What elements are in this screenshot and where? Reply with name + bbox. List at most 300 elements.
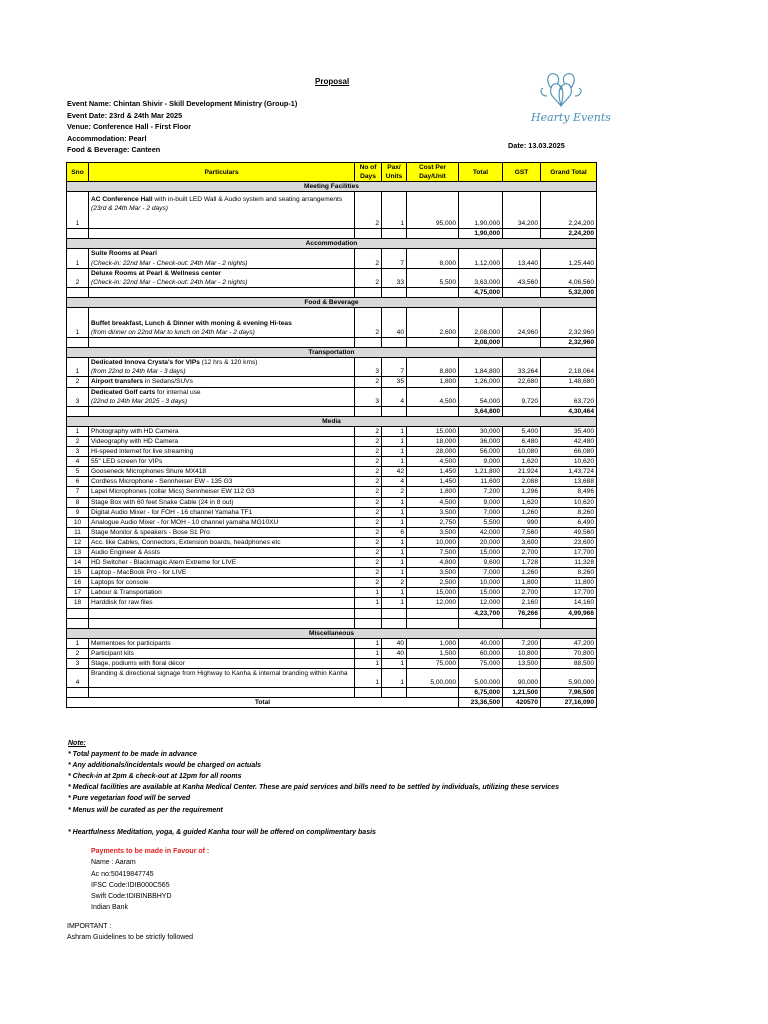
note-item: * Menus will be curated as per the requirement xyxy=(68,806,223,814)
notes xyxy=(68,738,559,838)
pax: 1 xyxy=(382,497,407,507)
total: 9,600 xyxy=(459,558,503,568)
particulars: Labour & Transportation xyxy=(89,588,355,598)
total: 7,200 xyxy=(459,487,503,497)
days: 3 xyxy=(355,387,382,406)
logo-text: Hearty Events xyxy=(531,111,611,124)
section-title: Miscellaneous xyxy=(67,628,597,638)
section-header xyxy=(67,348,597,358)
gst: 2,700 xyxy=(503,548,541,558)
col-particulars: Particulars xyxy=(89,163,355,182)
gst: 22,680 xyxy=(503,377,541,387)
cost: 2,500 xyxy=(407,578,459,588)
gst: 33,264 xyxy=(503,358,541,377)
total: 9,000 xyxy=(459,457,503,467)
gst: 24,960 xyxy=(503,308,541,338)
subtotal-row xyxy=(67,608,597,618)
pax: 1 xyxy=(382,588,407,598)
grand-total: 35,400 xyxy=(541,426,597,436)
days: 2 xyxy=(355,192,382,229)
days: 2 xyxy=(355,487,382,497)
total-label: Total xyxy=(67,698,459,708)
sno: 2 xyxy=(67,648,89,658)
total: 20,000 xyxy=(459,537,503,547)
page-title: Proposal xyxy=(315,77,350,86)
pax: 2 xyxy=(382,578,407,588)
grand-total: 14,160 xyxy=(541,598,597,608)
grand-total: 23,600 xyxy=(541,537,597,547)
gst: 6,480 xyxy=(503,436,541,446)
pax: 33 xyxy=(382,268,407,287)
note-item: * Heartfulness Meditation, yoga, & guided Kanha tour will be offered on complimentary basis xyxy=(68,828,376,836)
pax: 1 xyxy=(382,447,407,457)
particulars: Branding & directional signage from Highway to Kanha & internal branding within Kanha xyxy=(89,669,355,688)
subtotal: 2,08,000 xyxy=(459,338,503,348)
sno: 12 xyxy=(67,537,89,547)
pax: 1 xyxy=(382,568,407,578)
grand-total: 63,720 xyxy=(541,387,597,406)
days: 2 xyxy=(355,426,382,436)
pax: 35 xyxy=(382,377,407,387)
sno: 14 xyxy=(67,558,89,568)
particulars: Harddisk for raw files xyxy=(89,598,355,608)
table-row xyxy=(67,598,597,608)
grand-total: 66,080 xyxy=(541,447,597,457)
pax: 4 xyxy=(382,387,407,406)
table-row xyxy=(67,249,597,268)
total: 3,63,000 xyxy=(459,268,503,287)
total: 15,000 xyxy=(459,548,503,558)
sno: 3 xyxy=(67,659,89,669)
gst: 1,800 xyxy=(503,578,541,588)
gst: 1,620 xyxy=(503,457,541,467)
account-number: Ac no:50419847745 xyxy=(91,870,154,878)
subtotal-row xyxy=(67,406,597,416)
pax: 4 xyxy=(382,477,407,487)
sno: 5 xyxy=(67,467,89,477)
days: 1 xyxy=(355,669,382,688)
cost: 1,800 xyxy=(407,377,459,387)
total-grand: 27,16,090 xyxy=(541,698,597,708)
days: 2 xyxy=(355,308,382,338)
sno: 10 xyxy=(67,517,89,527)
cost: 1,450 xyxy=(407,467,459,477)
gst: 7,200 xyxy=(503,638,541,648)
sno: 1 xyxy=(67,638,89,648)
gst: 3,600 xyxy=(503,537,541,547)
total: 60,000 xyxy=(459,648,503,658)
particulars: Airport transfers in Sedans/SUVs xyxy=(89,377,355,387)
particulars: Videography with HD Camera xyxy=(89,436,355,446)
pax: 42 xyxy=(382,467,407,477)
grand-total: 8,496 xyxy=(541,487,597,497)
grand-total: 1,48,680 xyxy=(541,377,597,387)
particulars: Suite Rooms at Pearl (Check-in: 22nd Mar - Check-out: 24th Mar - 2 nights) xyxy=(89,249,355,268)
table-row xyxy=(67,548,597,558)
grand-total: 17,700 xyxy=(541,548,597,558)
table-row xyxy=(67,578,597,588)
pax: 40 xyxy=(382,648,407,658)
total: 1,12,000 xyxy=(459,249,503,268)
table-row xyxy=(67,387,597,406)
grand-total: 1,43,724 xyxy=(541,467,597,477)
gst: 34,200 xyxy=(503,192,541,229)
total: 56,000 xyxy=(459,447,503,457)
important-label: IMPORTANT : xyxy=(67,923,112,930)
cost: 18,000 xyxy=(407,436,459,446)
sno: 4 xyxy=(67,457,89,467)
table-row xyxy=(67,537,597,547)
venue: Venue: Conference Hall - First Floor xyxy=(67,122,192,132)
days: 1 xyxy=(355,598,382,608)
subtotal-gst: 1,21,500 xyxy=(503,688,541,698)
table-row xyxy=(67,467,597,477)
gst: 1,728 xyxy=(503,558,541,568)
particulars: HD Switcher - Blackmagic Atem Extreme for LIVE xyxy=(89,558,355,568)
total: 7,000 xyxy=(459,568,503,578)
sno: 2 xyxy=(67,436,89,446)
pax: 7 xyxy=(382,358,407,377)
particulars: Acc. like Cables, Connectors, Extension boards, headphones etc xyxy=(89,537,355,547)
note-item: * Total payment to be made in advance xyxy=(68,751,197,759)
particulars: Cordless Microphone - Sennheiser EW - 135 G3 xyxy=(89,477,355,487)
payment-details xyxy=(91,846,209,914)
particulars: Stage, podiums with floral décor xyxy=(89,659,355,669)
pax: 1 xyxy=(382,457,407,467)
table-row xyxy=(67,497,597,507)
subtotal: 1,90,000 xyxy=(459,229,503,239)
particulars: Laptops for console xyxy=(89,578,355,588)
days: 2 xyxy=(355,548,382,558)
cost-table xyxy=(66,162,597,708)
proposal-date: Date: 13.03.2025 xyxy=(508,141,565,150)
gst: 5,400 xyxy=(503,426,541,436)
particulars: Digital Audio Mixer - for FOH - 16 channel Yamaha TF1 xyxy=(89,507,355,517)
particulars: Dedicated Golf carts for internal use (22nd to 24th Mar 2025 - 3 days) xyxy=(89,387,355,406)
sno: 2 xyxy=(67,268,89,287)
pax: 2 xyxy=(382,487,407,497)
grand-total: 17,700 xyxy=(541,588,597,598)
note-item: * Any additionals/incidentals would be charged on actuals xyxy=(68,762,262,770)
particulars: Laptop - MacBook Pro - for LIVE xyxy=(89,568,355,578)
cost: 4,500 xyxy=(407,387,459,406)
total-gst: 420570 xyxy=(503,698,541,708)
gst: 2,700 xyxy=(503,588,541,598)
table-row xyxy=(67,648,597,658)
subtotal-grand: 7,96,500 xyxy=(541,688,597,698)
sno: 1 xyxy=(67,192,89,229)
grand-total-row xyxy=(67,698,597,708)
cost: 2,600 xyxy=(407,308,459,338)
sno: 3 xyxy=(67,387,89,406)
cost: 2,750 xyxy=(407,517,459,527)
cost: 1,500 xyxy=(407,648,459,658)
table-row xyxy=(67,517,597,527)
sno: 6 xyxy=(67,477,89,487)
cost: 3,500 xyxy=(407,527,459,537)
food-beverage: Food & Beverage: Canteen xyxy=(67,145,161,155)
gst: 10,080 xyxy=(503,447,541,457)
total: 1,84,800 xyxy=(459,358,503,377)
subtotal-grand: 2,24,200 xyxy=(541,229,597,239)
days: 2 xyxy=(355,558,382,568)
total: 15,000 xyxy=(459,588,503,598)
cost: 10,000 xyxy=(407,537,459,547)
days: 2 xyxy=(355,447,382,457)
subtotal: 6,75,000 xyxy=(459,688,503,698)
grand-total: 10,620 xyxy=(541,457,597,467)
grand-total: 13,688 xyxy=(541,477,597,487)
gst: 10,800 xyxy=(503,648,541,658)
important-text: Ashram Guidelines to be strictly followed xyxy=(67,934,194,941)
subtotal-grand: 4,99,966 xyxy=(541,608,597,618)
total: 12,000 xyxy=(459,598,503,608)
cost: 3,500 xyxy=(407,568,459,578)
gst: 21,924 xyxy=(503,467,541,477)
total: 11,600 xyxy=(459,477,503,487)
sno: 2 xyxy=(67,377,89,387)
days: 2 xyxy=(355,497,382,507)
grand-total: 8,260 xyxy=(541,507,597,517)
total: 5,500 xyxy=(459,517,503,527)
gst: 1,620 xyxy=(503,497,541,507)
col-total: Total xyxy=(459,163,503,182)
section-header xyxy=(67,628,597,638)
table-row xyxy=(67,447,597,457)
pax: 1 xyxy=(382,548,407,558)
particulars: Deluxe Rooms at Pearl & Wellness center (Check-in: 22nd Mar - Check-out: 24th Mar - 2 nights) xyxy=(89,268,355,287)
grand-total: 5,90,000 xyxy=(541,669,597,688)
sno: 11 xyxy=(67,527,89,537)
sno: 9 xyxy=(67,507,89,517)
col-pax: Pax/ Units xyxy=(382,163,407,182)
total: 2,08,000 xyxy=(459,308,503,338)
grand-total: 88,500 xyxy=(541,659,597,669)
gst: 13,440 xyxy=(503,249,541,268)
cost: 1,800 xyxy=(407,487,459,497)
subtotal: 3,64,800 xyxy=(459,406,503,416)
subtotal-row xyxy=(67,688,597,698)
col-grand-total: Grand Total xyxy=(541,163,597,182)
cost: 3,500 xyxy=(407,507,459,517)
pax: 40 xyxy=(382,308,407,338)
sno: 8 xyxy=(67,497,89,507)
pax: 1 xyxy=(382,598,407,608)
sno: 17 xyxy=(67,588,89,598)
particulars: Audio Engineer & Assts xyxy=(89,548,355,558)
section-header xyxy=(67,297,597,307)
table-row xyxy=(67,568,597,578)
pax: 40 xyxy=(382,638,407,648)
sno: 7 xyxy=(67,487,89,497)
pax: 1 xyxy=(382,507,407,517)
cost: 4,800 xyxy=(407,558,459,568)
section-title: Transportation xyxy=(67,348,597,358)
bank-name: Indian Bank xyxy=(91,904,128,912)
col-gst: GST xyxy=(503,163,541,182)
pax: 1 xyxy=(382,426,407,436)
cost: 4,500 xyxy=(407,497,459,507)
cost: 8,800 xyxy=(407,358,459,377)
total: 54,000 xyxy=(459,387,503,406)
sno: 1 xyxy=(67,308,89,338)
subtotal: 4,75,000 xyxy=(459,287,503,297)
section-header xyxy=(67,182,597,192)
grand-total: 2,32,960 xyxy=(541,308,597,338)
gst: 1,260 xyxy=(503,568,541,578)
grand-total: 11,800 xyxy=(541,578,597,588)
subtotal-row xyxy=(67,287,597,297)
particulars: Buffet breakfast, Lunch & Dinner with moning & evening Hi-teas (from dinner on 22nd Mar to lunch on 24th Mar - 2 days) xyxy=(89,308,355,338)
days: 2 xyxy=(355,568,382,578)
days: 2 xyxy=(355,268,382,287)
table-row xyxy=(67,507,597,517)
cost: 1,450 xyxy=(407,477,459,487)
subtotal-grand: 5,32,000 xyxy=(541,287,597,297)
table-row xyxy=(67,477,597,487)
days: 2 xyxy=(355,527,382,537)
sno: 3 xyxy=(67,447,89,457)
grand-total: 47,200 xyxy=(541,638,597,648)
total: 75,000 xyxy=(459,659,503,669)
gst: 43,560 xyxy=(503,268,541,287)
grand-total: 8,260 xyxy=(541,568,597,578)
table-row xyxy=(67,588,597,598)
table-row xyxy=(67,436,597,446)
particulars: Stage Box with 60 feet Snake Cable (24 in 8 out) xyxy=(89,497,355,507)
grand-total: 42,480 xyxy=(541,436,597,446)
pax: 1 xyxy=(382,558,407,568)
pax: 1 xyxy=(382,537,407,547)
days: 2 xyxy=(355,537,382,547)
gst: 13,500 xyxy=(503,659,541,669)
days: 2 xyxy=(355,477,382,487)
table-header-row xyxy=(67,163,597,182)
subtotal: 4,23,700 xyxy=(459,608,503,618)
table-row xyxy=(67,659,597,669)
sno: 15 xyxy=(67,568,89,578)
cost: 95,000 xyxy=(407,192,459,229)
subtotal-gst: 76,266 xyxy=(503,608,541,618)
table-row xyxy=(67,358,597,377)
particulars: Stage Monitor & speakers - Bose S1 Pro xyxy=(89,527,355,537)
pax: 6 xyxy=(382,527,407,537)
total: 5,00,000 xyxy=(459,669,503,688)
gst: 1,296 xyxy=(503,487,541,497)
table-row xyxy=(67,268,597,287)
payment-heading: Payments to be made in Favour of : xyxy=(91,848,210,855)
pax: 7 xyxy=(382,249,407,268)
pax: 1 xyxy=(382,659,407,669)
event-name: Event Name: Chintan Shivir - Skill Development Ministry (Group-1) xyxy=(67,99,298,108)
table-row xyxy=(67,487,597,497)
subtotal-grand: 4,30,464 xyxy=(541,406,597,416)
cost: 15,000 xyxy=(407,426,459,436)
particulars: Participant kits xyxy=(89,648,355,658)
important-note xyxy=(67,921,193,943)
ifsc-code: IFSC Code:IDIB000C565 xyxy=(91,881,170,889)
col-sno: Sno xyxy=(67,163,89,182)
particulars: Dedicated Innova Crysta's for VIPs (12 hrs & 120 kms) (from 22nd to 24th Mar - 3 days) xyxy=(89,358,355,377)
col-cost: Cost Per Day/Unit xyxy=(407,163,459,182)
cost: 75,000 xyxy=(407,659,459,669)
grand-total: 11,328 xyxy=(541,558,597,568)
note-item: * Check-in at 2pm & check-out at 12pm for all rooms xyxy=(68,773,242,781)
cost: 8,000 xyxy=(407,249,459,268)
swift-code: Swift Code:IDIBINBBHYD xyxy=(91,893,172,901)
sno: 1 xyxy=(67,249,89,268)
grand-total: 10,620 xyxy=(541,497,597,507)
pax: 1 xyxy=(382,517,407,527)
sno: 4 xyxy=(67,669,89,688)
grand-total: 70,800 xyxy=(541,648,597,658)
subtotal-grand: 2,32,960 xyxy=(541,338,597,348)
table-row xyxy=(67,426,597,436)
days: 1 xyxy=(355,659,382,669)
event-date: Event Date: 23rd & 24th Mar 2025 xyxy=(67,110,183,120)
section-title: Accommodation xyxy=(67,239,597,249)
cost: 5,00,000 xyxy=(407,669,459,688)
pax: 1 xyxy=(382,192,407,229)
cost: 1,000 xyxy=(407,638,459,648)
total: 40,000 xyxy=(459,638,503,648)
particulars: AC Conference Hall with in-built LED Wall & Audio system and seating arrangements (23rd & 24th Mar - 2 days) xyxy=(89,192,355,229)
cost: 5,500 xyxy=(407,268,459,287)
total: 10,000 xyxy=(459,578,503,588)
grand-total: 4,06,560 xyxy=(541,268,597,287)
total: 1,21,800 xyxy=(459,467,503,477)
table-row xyxy=(67,669,597,688)
gst: 7,560 xyxy=(503,527,541,537)
subtotal-row xyxy=(67,229,597,239)
particulars: 55" LED screen for VIPs xyxy=(89,457,355,467)
subtotal-row xyxy=(67,338,597,348)
grand-total: 2,18,064 xyxy=(541,358,597,377)
table-row xyxy=(67,377,597,387)
cost: 15,000 xyxy=(407,588,459,598)
days: 3 xyxy=(355,358,382,377)
sno: 1 xyxy=(67,426,89,436)
days: 1 xyxy=(355,588,382,598)
section-title: Food & Beverage xyxy=(67,297,597,307)
accommodation: Accommodation: Pearl xyxy=(67,133,147,143)
gst: 9,720 xyxy=(503,387,541,406)
gst: 1,260 xyxy=(503,507,541,517)
particulars: Gooseneck Microphones Shure MX418 xyxy=(89,467,355,477)
particulars: Hi-speed internet for live streaming xyxy=(89,447,355,457)
table-row xyxy=(67,527,597,537)
days: 2 xyxy=(355,249,382,268)
days: 2 xyxy=(355,457,382,467)
particulars: Lapel Microphones (collar Mics) Sennheiser EW 112 G3 xyxy=(89,487,355,497)
cost: 7,500 xyxy=(407,548,459,558)
days: 1 xyxy=(355,638,382,648)
gst: 2,088 xyxy=(503,477,541,487)
section-header xyxy=(67,239,597,249)
grand-total: 2,24,200 xyxy=(541,192,597,229)
total: 1,90,000 xyxy=(459,192,503,229)
sno: 18 xyxy=(67,598,89,608)
spacer-row xyxy=(67,618,597,628)
cost: 28,000 xyxy=(407,447,459,457)
gst: 990 xyxy=(503,517,541,527)
days: 2 xyxy=(355,578,382,588)
hearty-events-logo-icon xyxy=(521,66,601,136)
table-row xyxy=(67,308,597,338)
total: 36,000 xyxy=(459,436,503,446)
table-row xyxy=(67,457,597,467)
days: 2 xyxy=(355,377,382,387)
